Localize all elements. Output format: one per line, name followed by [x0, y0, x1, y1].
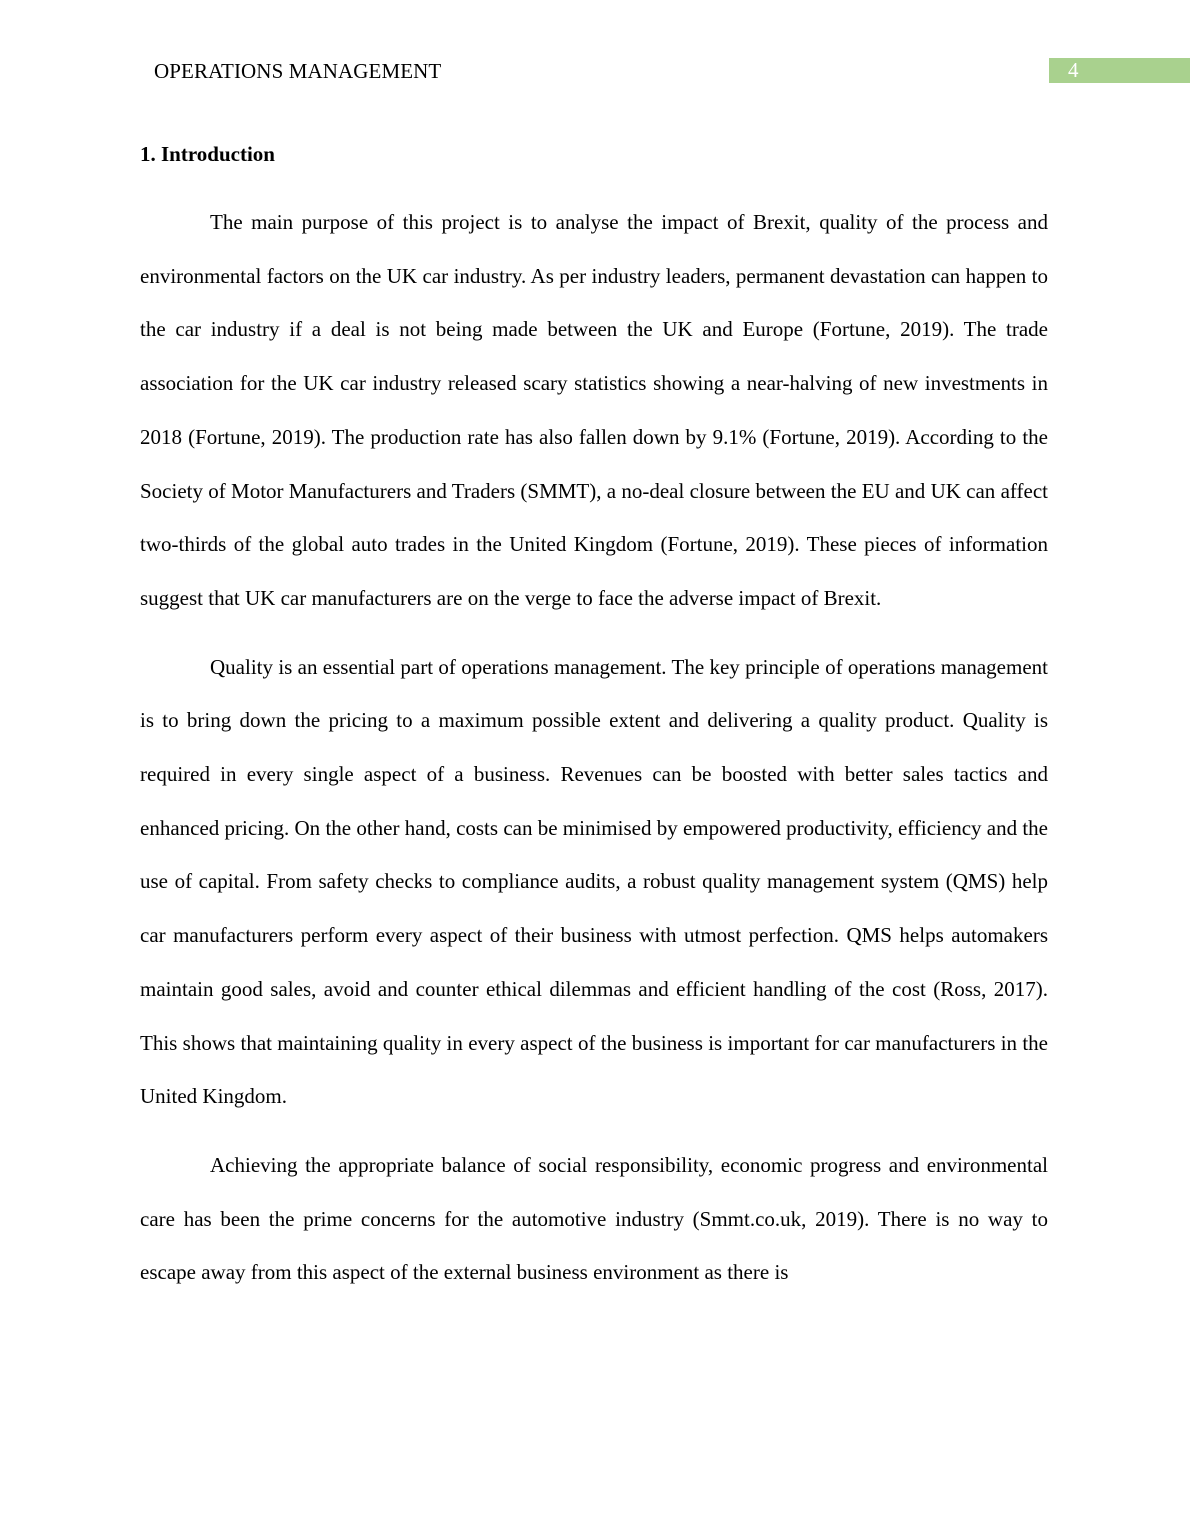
body-text [140, 196, 1048, 1315]
paragraph-environment: Achieving the appropriate balance of social responsibility, economic progress and environmental care has been the prime concerns for the automotive industry (Smmt.co.uk, 2019). There is no way to escape away from this aspect of the external business environment as there is [140, 1152, 1048, 1285]
section-heading: 1. Introduction [140, 142, 275, 166]
running-head: OPERATIONS MANAGEMENT [154, 59, 442, 83]
paragraph-brexit-impact: The main purpose of this project is to analyse the impact of Brexit, quality of the process and environmental factors on the UK car industry. As per industry leaders, permanent devastation can happen to the car industry if a deal is not being made between the UK and Europe (Fortune, 2019). The trade association for the UK car industry released scary statistics showing a near-halving of new investments in 2018 (Fortune, 2019). The production rate has also fallen down by 9.1% (Fortune, 2019). According to the Society of Motor Manufacturers and Traders (SMMT), a no-deal closure between the EU and UK can affect two-thirds of the global auto trades in the United Kingdom (Fortune, 2019). These pieces of information suggest that UK car manufacturers are on the verge to face the adverse impact of Brexit. [140, 210, 1048, 610]
page-number: 4 [1049, 58, 1190, 83]
paragraph-quality: Quality is an essential part of operations management. The key principle of operations management is to bring down the pricing to a maximum possible extent and delivering a quality product. Quality is required in every single aspect of a business. Revenues can be boosted with better sales tactics and enhanced pricing. On the other hand, costs can be minimised by empowered productivity, efficiency and the use of capital. From safety checks to compliance audits, a robust quality management system (QMS) help car manufacturers perform every aspect of their business with utmost perfection. QMS helps automakers maintain good sales, avoid and counter ethical dilemmas and efficient handling of the cost (Ross, 2017). This shows that maintaining quality in every aspect of the business is important for car manufacturers in the United Kingdom. [140, 654, 1048, 1109]
